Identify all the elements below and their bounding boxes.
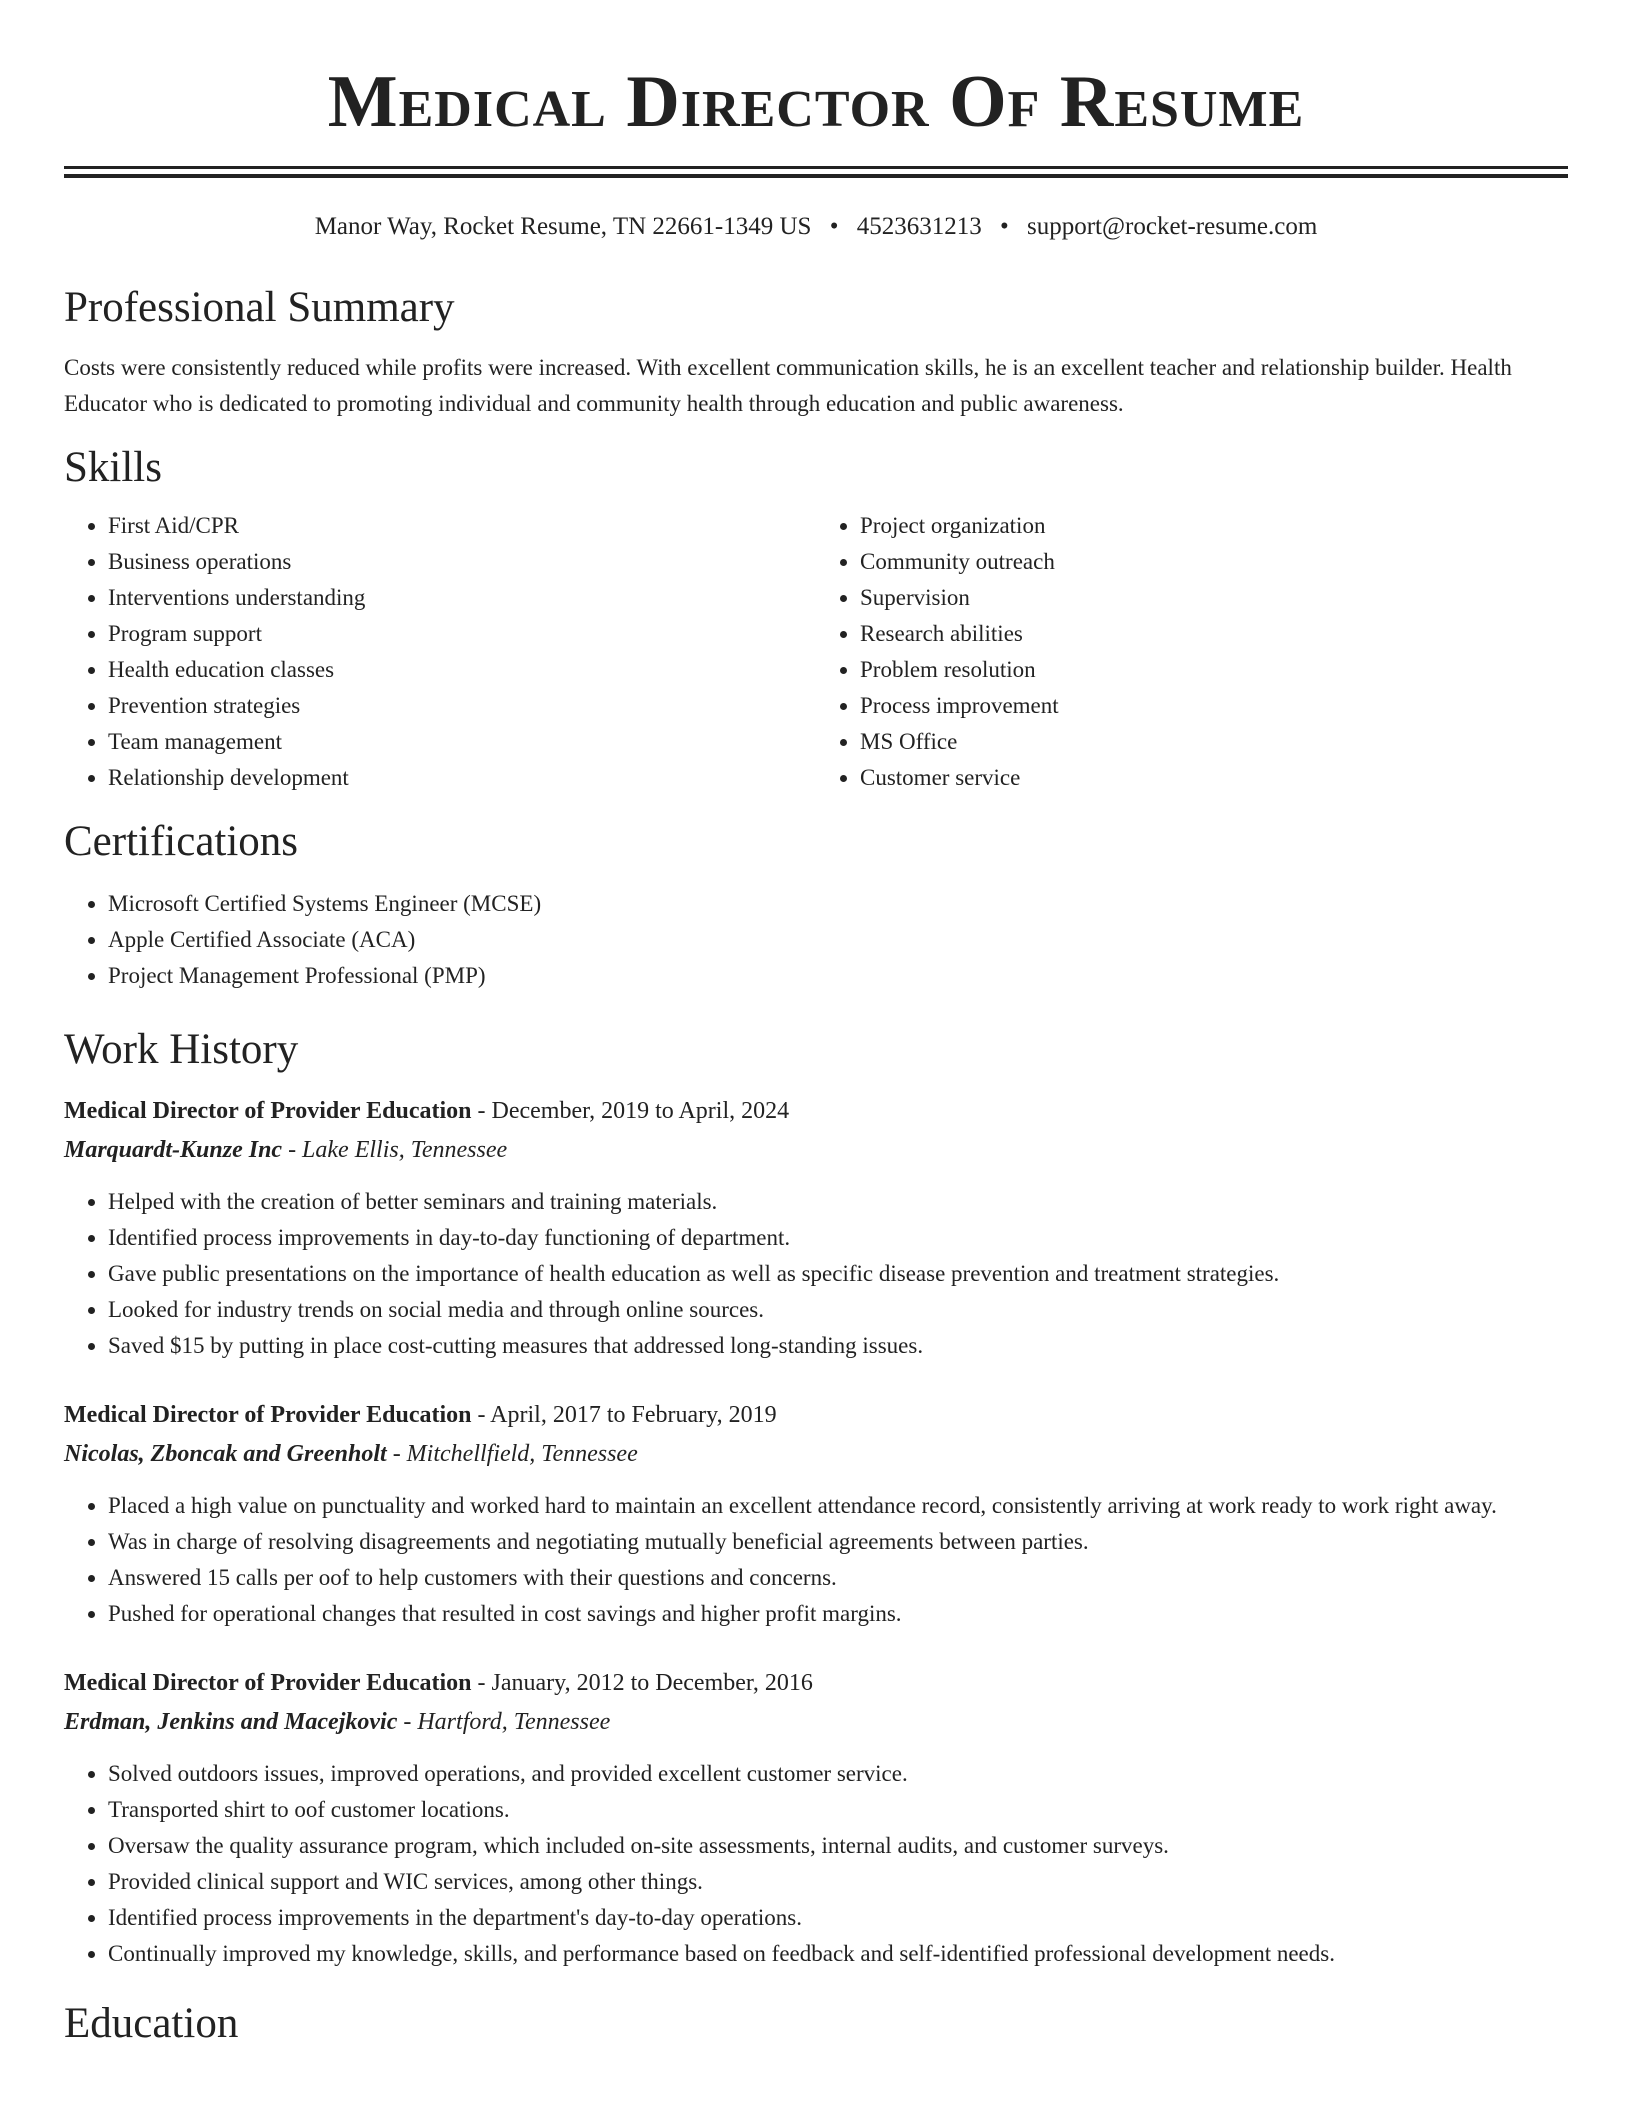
job-bullet: • Gave public presentations on the importance of health education as well as specific disease prevention and treatment strategies. <box>108 1256 1568 1292</box>
contact-phone: 4523631213 <box>856 213 982 240</box>
skills-right-list <box>816 508 1568 796</box>
job-company: Nicolas, Zboncak and Greenholt <box>64 1441 387 1467</box>
job-dates: - January, 2012 to December, 2016 <box>471 1670 813 1696</box>
skill-item: • Relationship development <box>108 760 816 796</box>
certification-item: • Project Management Professional (PMP) <box>108 958 1568 994</box>
skill-item: • Interventions understanding <box>108 580 816 616</box>
job-bullet: • Continually improved my knowledge, skills, and performance based on feedback and self-identified professional development needs. <box>108 1936 1568 1972</box>
skill-item: • Supervision <box>860 580 1568 616</box>
job-bullets <box>64 1184 1568 1364</box>
skill-item: • Project organization <box>860 508 1568 544</box>
certifications-heading: Certifications <box>64 818 299 865</box>
job-entry <box>64 1092 1568 1364</box>
job-bullet: • Provided clinical support and WIC services, among other things. <box>108 1864 1568 1900</box>
job-header <box>64 1664 1568 1703</box>
job-bullet: • Solved outdoors issues, improved operations, and provided excellent customer service. <box>108 1756 1568 1792</box>
skill-item: • Customer service <box>860 760 1568 796</box>
job-bullet: • Identified process improvements in day-to-day functioning of department. <box>108 1220 1568 1256</box>
job-entry <box>64 1664 1568 1972</box>
job-dates: - April, 2017 to February, 2019 <box>471 1402 777 1428</box>
job-company-line <box>64 1131 1568 1170</box>
job-location: - Hartford, Tennessee <box>397 1709 611 1735</box>
contact-separator: • <box>829 213 839 240</box>
job-role: Medical Director of Provider Education <box>64 1098 472 1124</box>
job-bullet: • Answered 15 calls per oof to help customers with their questions and concerns. <box>108 1560 1568 1596</box>
skills-columns <box>64 508 1568 796</box>
skill-item: • Problem resolution <box>860 652 1568 688</box>
skill-item: • Prevention strategies <box>108 688 816 724</box>
summary-text: Costs were consistently reduced while profits were increased. With excellent communication skills, he is an excellent teacher and relationship builder. Health Educator who is dedicated to promoting individual and community health through education and public awareness. <box>64 355 1512 416</box>
job-bullet: • Saved $15 by putting in place cost-cutting measures that addressed long-standing issues. <box>108 1328 1568 1364</box>
resume-title: Medical Director Of Resume <box>327 61 1305 143</box>
skill-item: • Business operations <box>108 544 816 580</box>
title-double-rule <box>64 166 1568 178</box>
job-bullets <box>64 1756 1568 1972</box>
job-location: - Lake Ellis, Tennessee <box>282 1137 508 1163</box>
skill-item: • Team management <box>108 724 816 760</box>
skill-item: • First Aid/CPR <box>108 508 816 544</box>
certification-item: • Apple Certified Associate (ACA) <box>108 922 1568 958</box>
job-bullet: • Helped with the creation of better seminars and training materials. <box>108 1184 1568 1220</box>
job-location: - Mitchellfield, Tennessee <box>386 1441 638 1467</box>
job-bullet: • Placed a high value on punctuality and worked hard to maintain an excellent attendance record, consistently arriving at work ready to work right away. <box>108 1488 1568 1524</box>
skill-item: • Process improvement <box>860 688 1568 724</box>
skills-heading: Skills <box>64 444 162 491</box>
skill-item: • MS Office <box>860 724 1568 760</box>
job-bullet: • Looked for industry trends on social media and through online sources. <box>108 1292 1568 1328</box>
resume-page <box>64 0 1568 2050</box>
job-company-line <box>64 1703 1568 1742</box>
skills-left-list <box>64 508 816 796</box>
education-heading: Education <box>64 2000 239 2047</box>
job-bullet: • Identified process improvements in the department's day-to-day operations. <box>108 1900 1568 1936</box>
work-history-heading: Work History <box>64 1026 299 1073</box>
job-bullet: • Oversaw the quality assurance program, which included on-site assessments, internal audits, and customer surveys. <box>108 1828 1568 1864</box>
contact-address: Manor Way, Rocket Resume, TN 22661-1349 US <box>314 213 812 240</box>
skill-item: • Program support <box>108 616 816 652</box>
job-dates: - December, 2019 to April, 2024 <box>471 1098 790 1124</box>
skill-item: • Health education classes <box>108 652 816 688</box>
certification-item: • Microsoft Certified Systems Engineer (MCSE) <box>108 886 1568 922</box>
job-entry <box>64 1396 1568 1632</box>
job-role: Medical Director of Provider Education <box>64 1402 472 1428</box>
job-header <box>64 1092 1568 1131</box>
contact-separator: • <box>999 213 1009 240</box>
contact-line <box>64 212 1568 242</box>
job-bullet: • Transported shirt to oof customer locations. <box>108 1792 1568 1828</box>
contact-email: support@rocket-resume.com <box>1027 213 1318 240</box>
certifications-list <box>64 886 1568 994</box>
job-company-line <box>64 1435 1568 1474</box>
job-header <box>64 1396 1568 1435</box>
summary-heading: Professional Summary <box>64 284 455 331</box>
job-role: Medical Director of Provider Education <box>64 1670 472 1696</box>
job-company: Erdman, Jenkins and Macejkovic <box>64 1709 398 1735</box>
skill-item: • Community outreach <box>860 544 1568 580</box>
job-bullet: • Was in charge of resolving disagreements and negotiating mutually beneficial agreements between parties. <box>108 1524 1568 1560</box>
job-bullet: • Pushed for operational changes that resulted in cost savings and higher profit margins. <box>108 1596 1568 1632</box>
job-company: Marquardt-Kunze Inc <box>64 1137 283 1163</box>
skill-item: • Research abilities <box>860 616 1568 652</box>
job-bullets <box>64 1488 1568 1632</box>
